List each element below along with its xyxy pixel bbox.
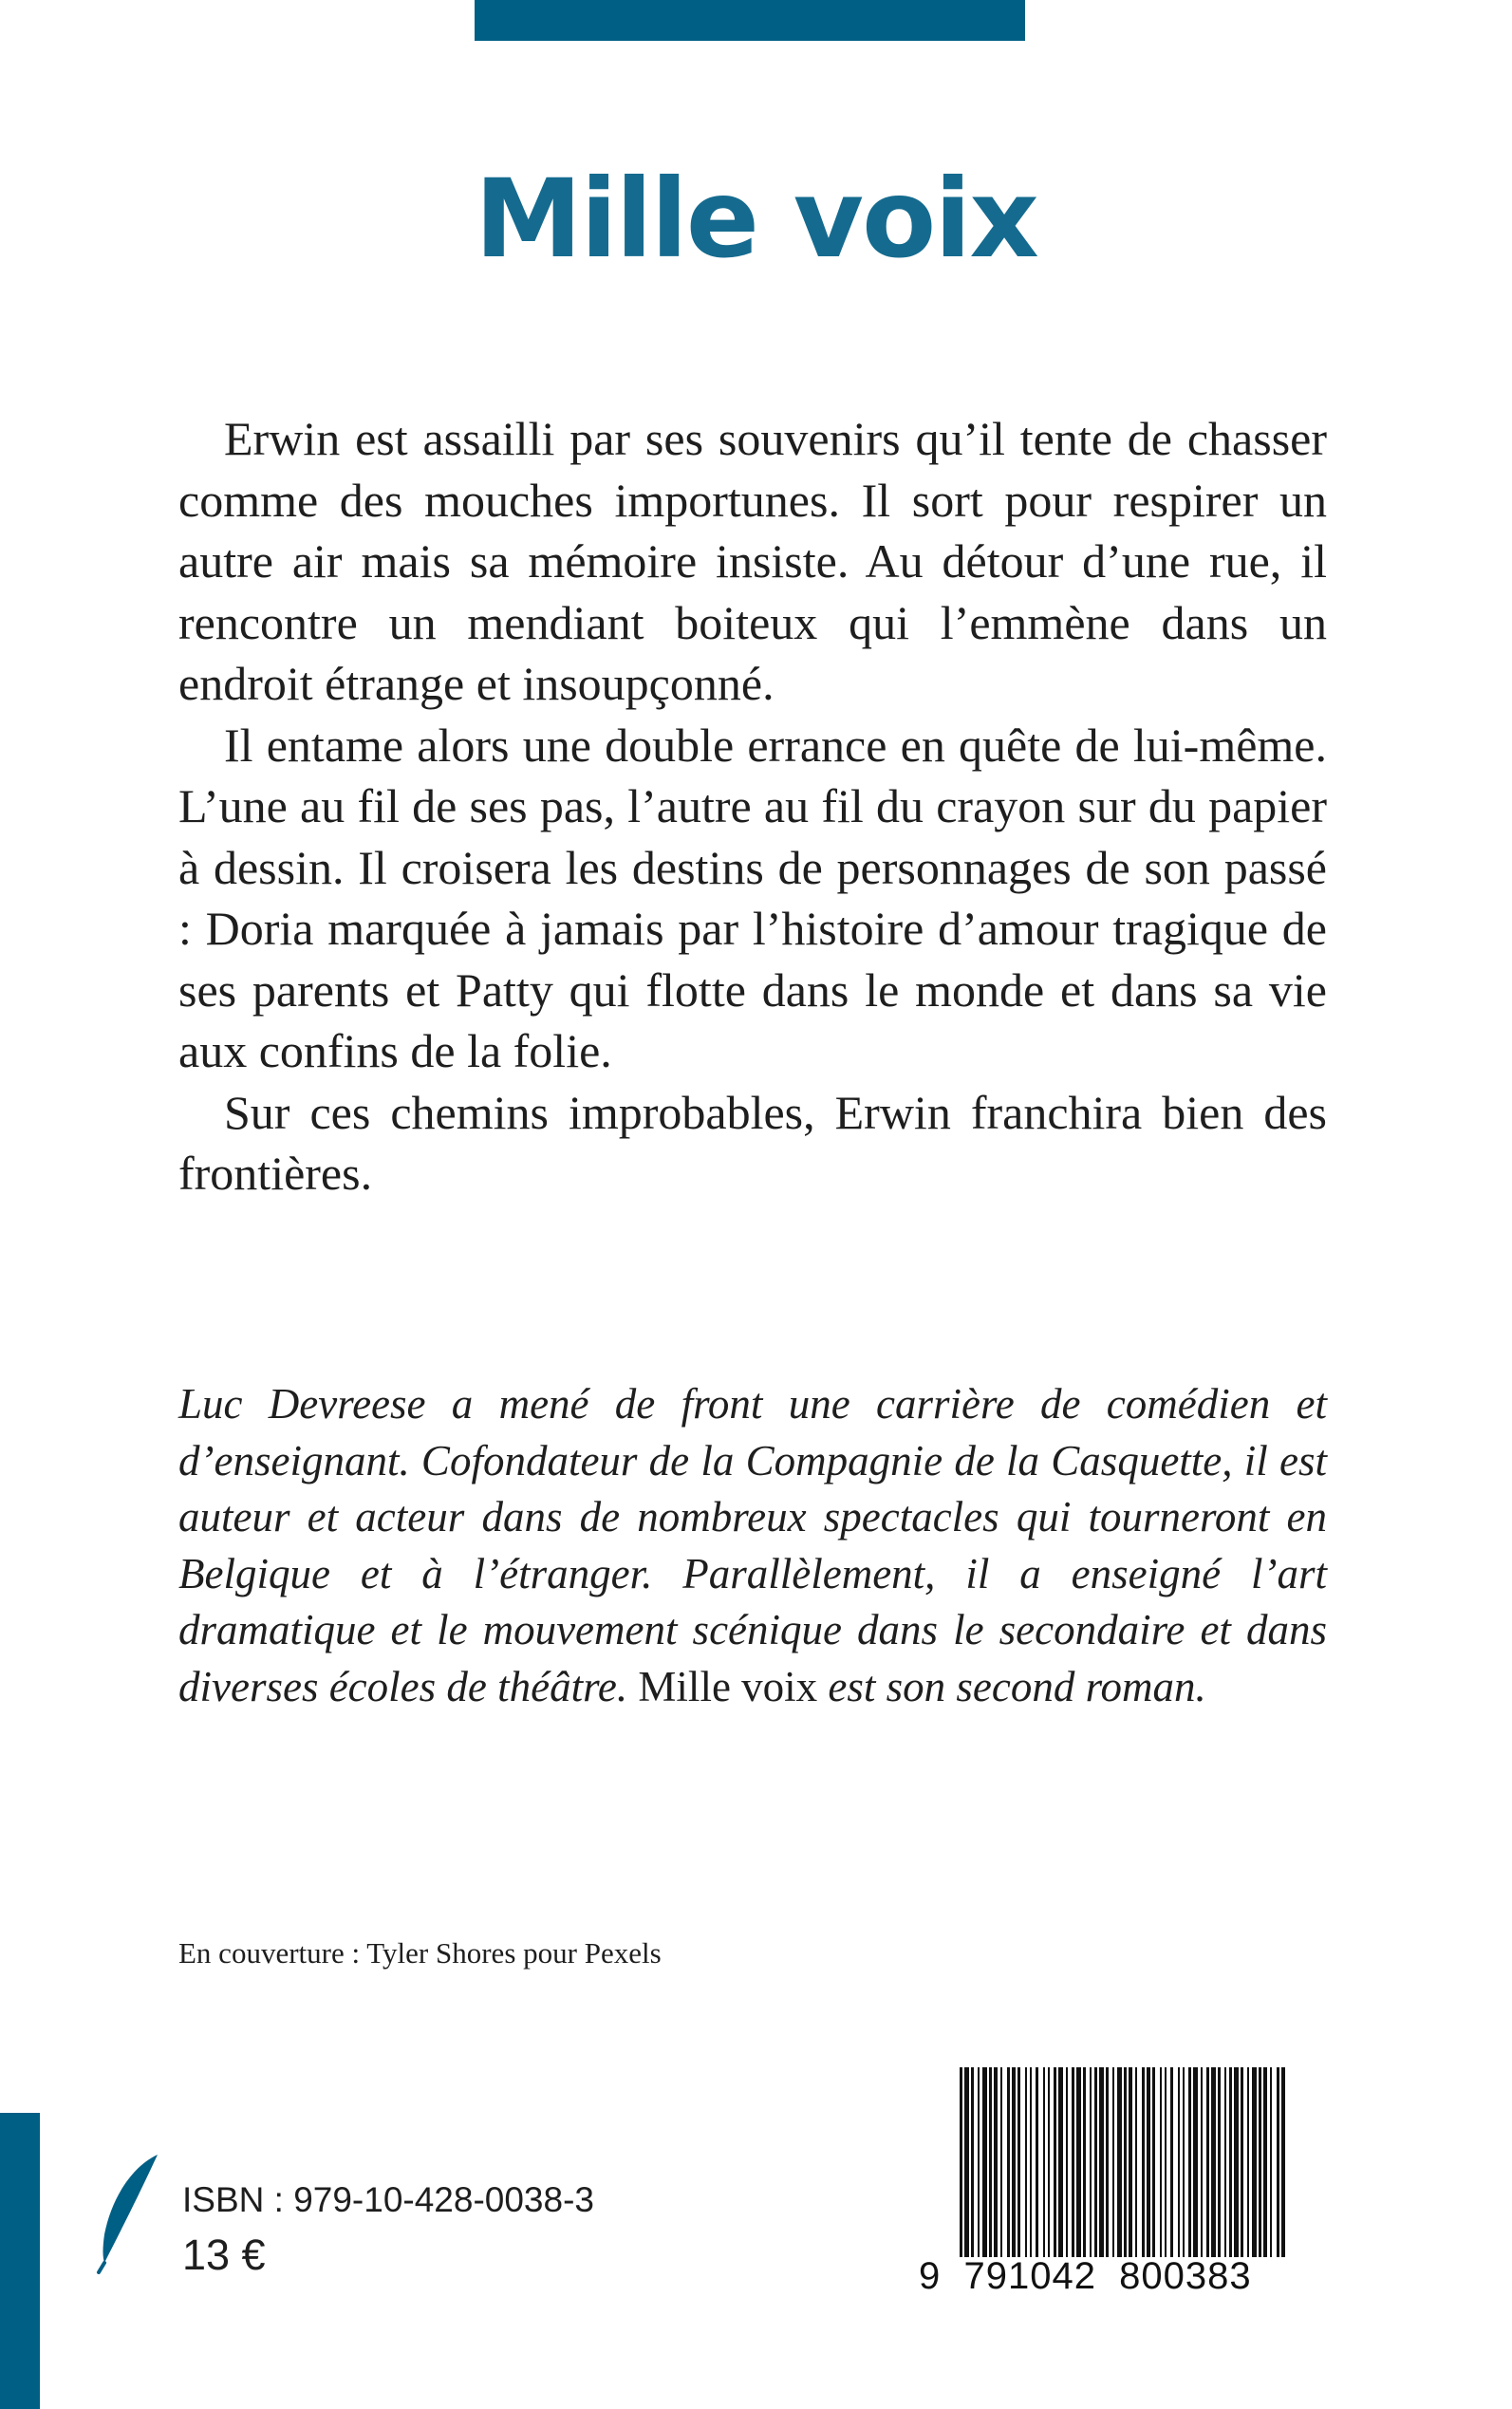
barcode-bar [960, 2067, 962, 2257]
barcode-bar [1054, 2067, 1056, 2257]
barcode-bar [1135, 2067, 1137, 2257]
barcode-bar [1259, 2067, 1261, 2257]
barcode-bar [1012, 2067, 1016, 2257]
barcode-bar [1152, 2067, 1155, 2257]
barcode-bar [1201, 2067, 1203, 2257]
barcode-bar [978, 2067, 980, 2257]
barcode-bar [1224, 2067, 1226, 2257]
barcode-bar [1112, 2067, 1114, 2257]
barcode-bar [1030, 2067, 1032, 2257]
barcode-bar [1170, 2067, 1173, 2257]
barcode [919, 2058, 1329, 2306]
book-title: Mille voix [475, 156, 1037, 282]
barcode-bar [989, 2067, 992, 2257]
barcode-bar [1000, 2067, 1002, 2257]
barcode-bar [1083, 2067, 1086, 2257]
barcode-bar [1048, 2067, 1050, 2257]
left-accent-bar [0, 2113, 40, 2409]
price-label: 13 € [182, 2231, 266, 2279]
barcode-bar [1247, 2067, 1249, 2257]
barcode-bar [1036, 2067, 1038, 2257]
barcode-bar [1270, 2067, 1272, 2257]
barcode-bar [1124, 2067, 1127, 2257]
barcode-bar [1188, 2067, 1191, 2257]
barcode-bar [1160, 2067, 1162, 2257]
blurb-paragraph: Erwin est assailli par ses souvenirs qu’il tente de chasser comme des mouches importunes. Il sort pour respirer un autre air mais sa mémoire insiste. Au détour d’une rue, il rencontre un mendiant boiteux qui l’emmène dans un endroit étrange et insoupçonné. [178, 412, 1327, 710]
author-bio-text: Luc Devreese a mené de front une carrière de comédien et d’enseignant. Cofondateur de la Compagnie de la Casquette, il est auteur et acteur dans de nombreux spectacles qui tourneront en Belgique et à l’étranger. Parallèlement, il a enseigné l’art dramatique et le mouvement scénique dans le secondaire et dans diverses écoles de théâtre. [178, 1380, 1327, 1710]
barcode-bar [1252, 2067, 1257, 2257]
barcode-bar [1106, 2067, 1109, 2257]
barcode-bar [1211, 2067, 1216, 2257]
barcode-bar [982, 2067, 987, 2257]
barcode-bar [1072, 2067, 1074, 2257]
author-bio [178, 1376, 1327, 1715]
barcode-bar [1147, 2067, 1150, 2257]
barcode-bar [1183, 2067, 1185, 2257]
barcode-bar [1076, 2067, 1081, 2257]
cover-credit: En couverture : Tyler Shores pour Pexels [178, 1936, 662, 1970]
barcode-bar [1165, 2067, 1167, 2257]
blurb-paragraph: Sur ces chemins improbables, Erwin franchira bien des frontières. [178, 1085, 1327, 1200]
barcode-bar [1193, 2067, 1198, 2257]
barcode-bar [1277, 2067, 1279, 2257]
barcode-bar [1007, 2067, 1010, 2257]
barcode-bar [1206, 2067, 1209, 2257]
isbn-label: ISBN : 979-10-428-0038-3 [182, 2180, 594, 2219]
barcode-bar [1066, 2067, 1068, 2257]
barcode-bar [1281, 2067, 1285, 2257]
barcode-bar [964, 2067, 969, 2257]
barcode-bar [1090, 2067, 1092, 2257]
barcode-digits: 9 791042 800383 [919, 2255, 1252, 2297]
barcode-bar [1263, 2067, 1267, 2257]
barcode-bar [1117, 2067, 1122, 2257]
barcode-bar [1218, 2067, 1221, 2257]
feather-icon [95, 2153, 159, 2274]
author-bio-ending: est son second roman. [817, 1662, 1206, 1710]
barcode-bar [1142, 2067, 1145, 2257]
barcode-bar [1017, 2067, 1020, 2257]
barcode-bars [960, 2067, 1292, 2257]
barcode-bar [1178, 2067, 1180, 2257]
barcode-bar [1241, 2067, 1243, 2257]
barcode-bar [1229, 2067, 1232, 2257]
barcode-bar [1099, 2067, 1104, 2257]
top-accent-bar [475, 0, 1025, 41]
barcode-bar [1043, 2067, 1045, 2257]
barcode-bar [971, 2067, 974, 2257]
barcode-bar [1234, 2067, 1239, 2257]
author-bio-book-title: Mille voix [638, 1662, 818, 1710]
barcode-bar [1025, 2067, 1027, 2257]
barcode-bar [1094, 2067, 1097, 2257]
barcode-bar [994, 2067, 998, 2257]
barcode-bar [1058, 2067, 1063, 2257]
barcode-bar [1129, 2067, 1132, 2257]
blurb-section [178, 408, 1327, 1204]
blurb-paragraph: Il entame alors une double errance en quête de lui-même. L’une au fil de ses pas, l’autre au fil du crayon sur du papier à dessin. Il croisera les destins de personnages de son passé : Doria marquée à jamais par l’histoire d’amour tragique de ses parents et Patty qui flotte dans le monde et dans sa vie aux confins de la folie. [178, 718, 1327, 1077]
